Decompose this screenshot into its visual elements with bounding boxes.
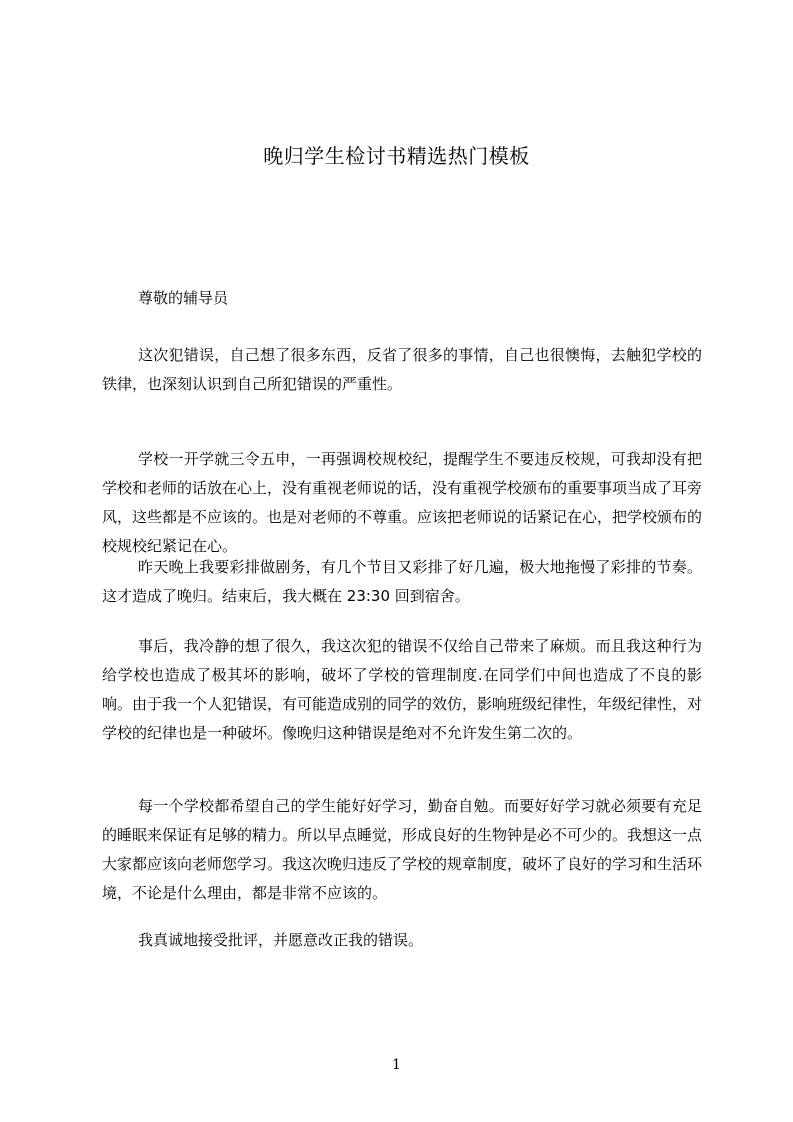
body-paragraph: 学校一开学就三令五申，一再强调校规校纪，提醒学生不要违反校规，可我却没有把学校和老师的话放在心上，没有重视老师说的话，没有重视学校颁布的重要事项当成了耳旁风，这些都是不应该的。也是对老师的不尊重。应该把老师说的话紧记在心，把学校颁布的校规校纪紧记在心。 [102,450,703,555]
body-paragraph: 每一个学校都希望自己的学生能好好学习，勤奋自勉。而要好好学习就必须要有充足的睡眠来保证有足够的精力。所以早点睡觉，形成良好的生物钟是必不可少的。我想这一点大家都应该向老师您学习。我这次晚归违反了学校的规章制度，破坏了良好的学习和生活环境，不论是什么理由，都是非常不应该的。 [102,797,703,902]
page-number: 1 [392,1057,401,1073]
page-title: 晚归学生检讨书精选热门模板 [263,144,530,168]
closing-statement: 我真诚地接受批评，并愿意改正我的错误。 [138,931,424,949]
body-paragraph: 昨天晚上我要彩排做剧务，有几个节目又彩排了好几遍，极大地拖慢了彩排的节奏。这才造成了晚归。结束后，我大概在 23:30 回到宿舍。 [102,558,702,605]
body-paragraph: 这次犯错误，自己想了很多东西，反省了很多的事情，自己也很懊悔，去触犯学校的铁律，也深刻认识到自己所犯错误的严重性。 [102,346,702,393]
salutation: 尊敬的辅导员 [138,289,229,307]
body-paragraph: 事后，我冷静的想了很久，我这次犯的错误不仅给自己带来了麻烦。而且我这种行为给学校也造成了极其坏的影响，破坏了学校的管理制度.在同学们中间也造成了不良的影响。由于我一个人犯错误，有可能造成别的同学的效仿，影响班级纪律性，年级纪律性，对学校的纪律也是一种破坏。像晚归这种错误是绝对不允许发生第二次的。 [102,637,703,742]
